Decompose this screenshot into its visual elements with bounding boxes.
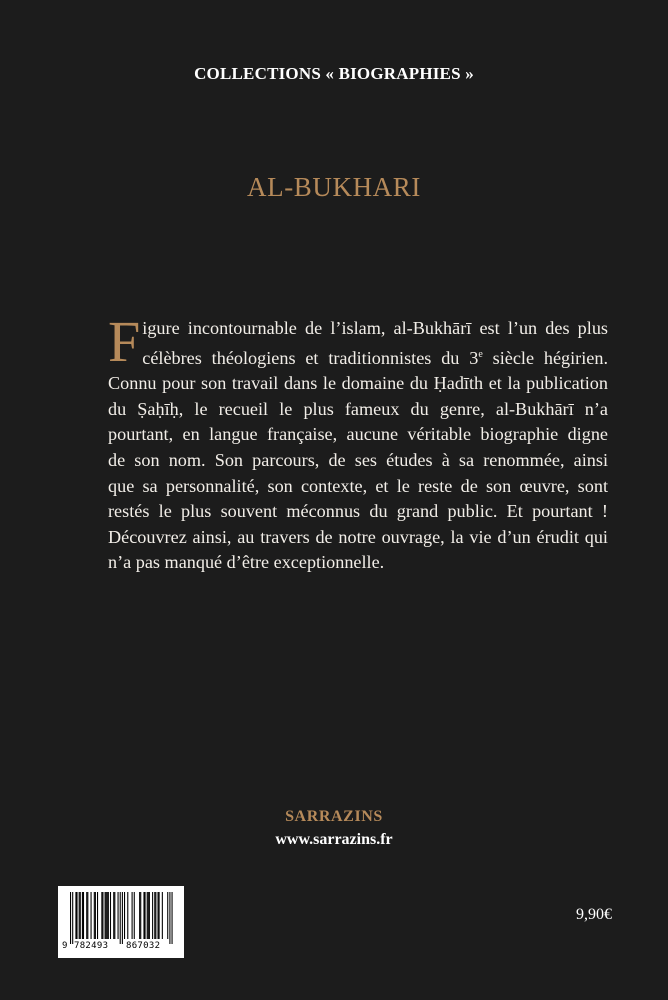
barcode-bar <box>97 892 98 939</box>
barcode-bar <box>94 892 95 939</box>
blurb-line: pourtant, en langue française, aucune véritable biographie digne <box>108 424 608 445</box>
barcode-bar <box>134 892 135 939</box>
barcode-bar <box>147 892 148 939</box>
barcode-group-right: 867032 <box>126 941 161 951</box>
barcode-group-left: 782493 <box>74 941 109 951</box>
barcode-box <box>58 886 184 958</box>
barcode-bar <box>155 892 156 939</box>
barcode-bar <box>148 892 149 939</box>
book-title: AL-BUKHARI <box>247 172 421 202</box>
barcode-bar <box>113 892 114 939</box>
barcode-bar <box>108 892 109 939</box>
barcode-bar <box>79 892 80 939</box>
blurb-line: Connu pour son travail dans le domaine du Ḥadīth et la publication <box>108 373 608 394</box>
blurb-line: n’a pas manqué d’être exceptionnelle. <box>108 552 385 573</box>
barcode-bar <box>101 892 102 939</box>
drop-cap: F <box>108 309 141 374</box>
blurb-line: igure incontournable de l’islam, al-Bukhārī est l’un des plus <box>142 318 608 338</box>
barcode-bar <box>122 892 123 944</box>
barcode-bar <box>102 892 103 939</box>
barcode-bar <box>167 892 168 939</box>
barcode-bar <box>91 892 92 939</box>
barcode-bar <box>82 892 83 939</box>
barcode-bar <box>107 892 108 939</box>
barcode-bar <box>75 892 76 939</box>
barcode-bar <box>87 892 88 939</box>
collection-label: COLLECTIONS « BIOGRAPHIES » <box>194 64 474 83</box>
blurb-line-part: célèbres théologiens et traditionnistes du 3 <box>142 347 479 368</box>
barcode-bar <box>143 892 144 939</box>
barcode-bar <box>95 892 96 939</box>
blurb-line: Découvrez ainsi, au travers de notre ouvrage, la vie d’un érudit qui <box>108 526 608 547</box>
back-cover-blurb <box>108 309 608 576</box>
barcode-bar <box>154 892 155 939</box>
barcode-bar <box>149 892 150 939</box>
price-label: 9,90€ <box>576 906 612 923</box>
barcode-bar <box>159 892 160 939</box>
publisher-website: www.sarrazins.fr <box>275 831 393 848</box>
barcode-bar <box>106 892 107 939</box>
barcode-bar <box>105 892 106 939</box>
barcode-bar <box>114 892 115 939</box>
barcode-bar <box>139 892 140 939</box>
barcode-bar <box>83 892 84 939</box>
superscript-e: e <box>478 348 483 360</box>
barcode-bar <box>172 892 173 944</box>
barcode-bar <box>76 892 77 939</box>
barcode-bar <box>110 892 111 939</box>
blurb-line: restés le plus souvent méconnus du grand public. Et pourtant ! <box>108 501 608 522</box>
barcode-bar <box>140 892 141 939</box>
blurb-line: du Ṣaḥīḥ, le recueil le plus fameux du genre, al-Bukhārī n’a <box>108 398 608 419</box>
barcode-bar <box>127 892 128 939</box>
barcode-bar <box>124 892 125 939</box>
barcode-bar <box>162 892 163 939</box>
barcode-bar <box>132 892 133 939</box>
barcode-bar <box>152 892 153 939</box>
blurb-line: que sa personnalité, son contexte, et le reste de son œuvre, sont <box>108 475 608 496</box>
barcode-bar <box>120 892 121 944</box>
publisher-name: SARRAZINS <box>285 808 383 825</box>
blurb-line-part: siècle hégirien. <box>482 347 608 368</box>
blurb-line <box>108 342 608 372</box>
barcode-bar <box>118 892 119 939</box>
barcode-bar <box>169 892 170 944</box>
barcode-bar <box>70 892 71 944</box>
barcode-bar <box>86 892 87 939</box>
blurb-line: de son nom. Son parcours, de ses études à sa renommée, ainsi <box>108 450 608 471</box>
barcode-bar <box>80 892 81 939</box>
barcode-bar <box>145 892 146 939</box>
barcode-digit-first: 9 <box>62 941 68 951</box>
barcode-bar <box>157 892 158 939</box>
barcode-bar <box>72 892 73 944</box>
